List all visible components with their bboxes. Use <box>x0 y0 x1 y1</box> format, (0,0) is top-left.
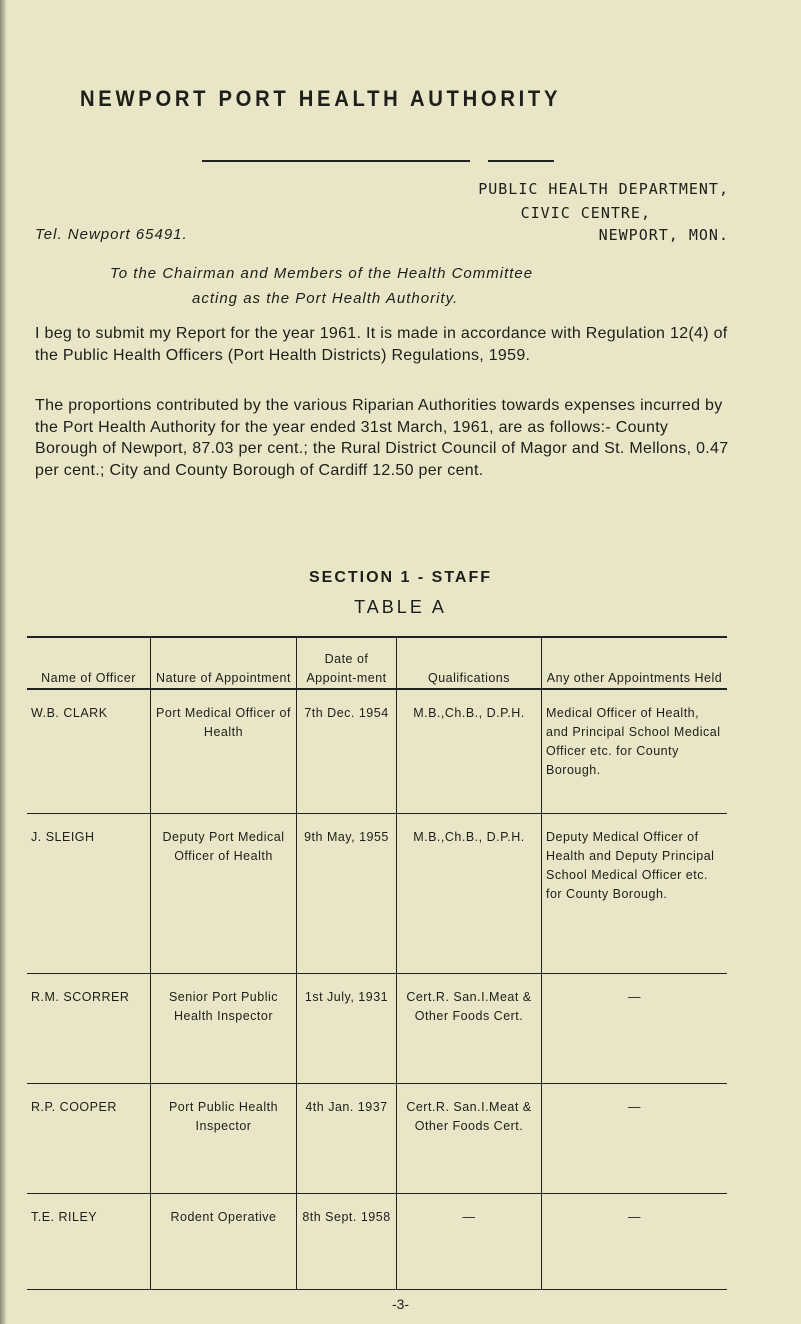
salutation: acting as the Port Health Authority. <box>192 290 459 307</box>
col-header: Nature of Appointment <box>151 637 297 689</box>
cell: W.B. CLARK <box>27 689 151 813</box>
cell: J. SLEIGH <box>27 813 151 973</box>
section-title: SECTION 1 - STAFF <box>308 569 493 586</box>
col-header: Qualifications <box>397 637 542 689</box>
cell: M.B.,Ch.B., D.P.H. <box>397 813 542 973</box>
table-row <box>27 1083 727 1193</box>
cell: Cert.R. San.I.Meat & Other Foods Cert. <box>397 1083 542 1193</box>
address-line: PUBLIC HEALTH DEPARTMENT, <box>478 180 729 198</box>
title-underline <box>202 160 470 162</box>
title-underline <box>488 160 554 162</box>
cell: 9th May, 1955 <box>297 813 397 973</box>
cell: T.E. RILEY <box>27 1193 151 1289</box>
staff-table <box>27 636 727 1290</box>
col-header: Date of Appoint-ment <box>297 637 397 689</box>
salutation: To the Chairman and Members of the Health Committee <box>110 265 534 282</box>
cell: Rodent Operative <box>151 1193 297 1289</box>
paragraph: The proportions contributed by the various Riparian Authorities towards expenses incurred by the Port Health Authority for the year ended 31st March, 1961, are as follows:- County Borough of Newport, 87.03 per cent.; the Rural District Council of Magor and St. Mellons, 0.47 per cent.; City and County Borough of Cardiff 12.50 per cent. <box>35 397 729 479</box>
table-row <box>27 1193 727 1289</box>
cell: — <box>397 1193 542 1289</box>
cell: R.M. SCORRER <box>27 973 151 1083</box>
col-header: Any other Appointments Held <box>542 637 728 689</box>
page-title: NEWPORT PORT HEALTH AUTHORITY <box>80 86 562 111</box>
cell: 8th Sept. 1958 <box>297 1193 397 1289</box>
cell: Medical Officer of Health, and Principal School Medical Officer etc. for County Borough. <box>542 689 728 813</box>
cell: Port Public Health Inspector <box>151 1083 297 1193</box>
table-row <box>27 813 727 973</box>
telephone: Tel. Newport 65491. <box>35 226 188 243</box>
cell: 7th Dec. 1954 <box>297 689 397 813</box>
cell: — <box>542 1193 728 1289</box>
paragraph: I beg to submit my Report for the year 1961. It is made in accordance with Regulation 12(4) of the Public Health Officers (Port Health Districts) Regulations, 1959. <box>35 325 728 364</box>
cell: 4th Jan. 1937 <box>297 1083 397 1193</box>
scan-edge <box>0 0 6 1324</box>
cell: 1st July, 1931 <box>297 973 397 1083</box>
cell: — <box>542 1083 728 1193</box>
cell: — <box>542 973 728 1083</box>
cell: M.B.,Ch.B., D.P.H. <box>397 689 542 813</box>
cell: Senior Port Public Health Inspector <box>151 973 297 1083</box>
cell: Port Medical Officer of Health <box>151 689 297 813</box>
cell: Deputy Port Medical Officer of Health <box>151 813 297 973</box>
cell: Cert.R. San.I.Meat & Other Foods Cert. <box>397 973 542 1083</box>
address-line: NEWPORT, MON. <box>598 226 729 244</box>
col-header: Name of Officer <box>27 637 151 689</box>
cell: Deputy Medical Officer of Health and Deputy Principal School Medical Officer etc. for County Borough. <box>542 813 728 973</box>
cell: R.P. COOPER <box>27 1083 151 1193</box>
table-title: TABLE A <box>354 597 447 617</box>
address-line: CIVIC CENTRE, <box>520 204 651 222</box>
table-row <box>27 973 727 1083</box>
table-row <box>27 689 727 813</box>
page-number: -3- <box>391 1296 410 1312</box>
